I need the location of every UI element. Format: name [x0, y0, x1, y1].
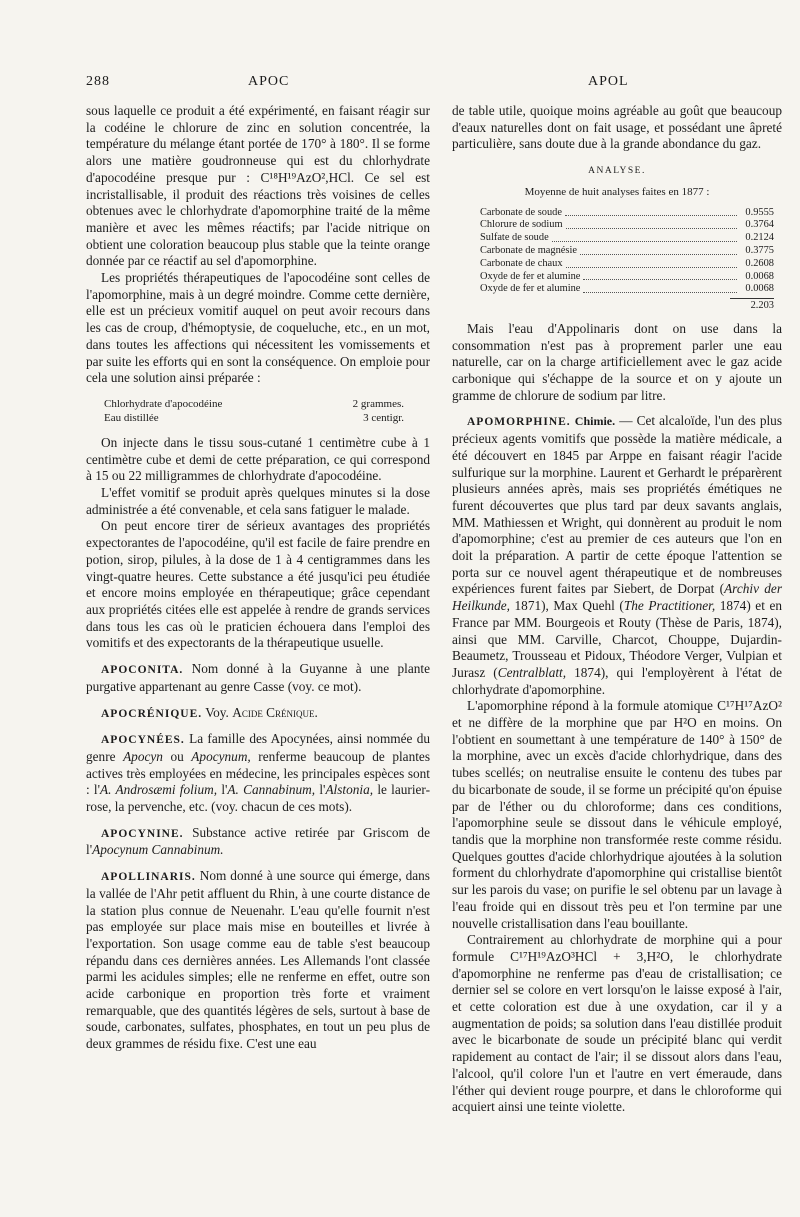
entry-text: l' [221, 782, 228, 798]
analysis-component: Sulfate de soude [480, 232, 549, 244]
analysis-value: 0.3764 [745, 219, 774, 231]
entry-text: 1871), Max Quehl ( [514, 598, 624, 614]
entry-text: Substance active retirée par Griscom de l' [86, 824, 430, 858]
entry-text: renferme beaucoup de plantes actives très employées en médecine, les principales espèces sont : l' [86, 748, 430, 798]
entry-apoconita [86, 661, 430, 695]
entry-text: le laurier-rose, la pervenche, etc. (voy. chacun de ces mots). [86, 782, 431, 815]
analysis-component: Carbonate de chaux [480, 257, 563, 269]
paragraph-apollinaris-consumption: Mais l'eau d'Appolinaris dont on use dans la consommation n'est pas à proprement parler une eau naturelle, car on la charge artificiellement avec le gaz acide carbonique qui s'échappe de la source et on y ajoute un gramme de chlorure de sodium par litre. [452, 320, 782, 403]
entry-apocrenique [86, 705, 430, 723]
section-label: Chimie. [574, 414, 616, 429]
analysis-row [480, 245, 774, 258]
paragraph-expectorant: On peut encore tirer de sérieux avantages des propriétés expectorantes de l'apocodéine, qu'il est facile de faire prendre en potion, sirop, pilules, à la dose de 1 à 4 centigrammes dans les vingt-quatre heures. Cette substance a été jusqu'ici peu étudiée et encore moins employée en thérapeutique; grâce cependant aux propriétés citées elle est appelée à rendre de grands services dans tous les cas où le praticien échouera dans l'emploi des vomitifs et des expectorants de la thérapeutique usuelle. [86, 518, 430, 651]
italic-term: Alstonia, [325, 782, 374, 798]
entry-text: — Cet alcaloïde, l'un des plus précieux agents vomitifs que possède la matière médicale, a été découvert en 1845 par Arppe en faisant réagir l'acide sulfurique sur la morphine. Laurent et Gerhardt le préparèrent plusieurs années après, mais ses propriétés émétiques ne furent découvertes que plus tard par deux savants anglais, MM. Mathiessen et Wright, qui donnèrent au produit le nom d'apomorphine; c'est au premier de ces auteurs que l'on en doit la préparation. A partir de cette époque l'attention se porta sur ce nouvel agent thérapeutique et de nombreuses expériences furent faites par Siebert, de Dorpat ( [452, 413, 782, 597]
entry-apomorphine [452, 413, 782, 698]
leader-dots [583, 271, 737, 281]
paragraph-apocodeine-preparation: sous laquelle ce produit a été expérimenté, en faisant réagir sur la codéine le chlorure de zinc en solution concentrée, la température du mélange étant portée de 170° à 180°. Il se forme alors une matière goudronneuse qui est du chlorhydrate d'apocodéine presque pur : C¹⁸H¹⁹AzO²,HCl. Ce sel est incristallisable, il produit des réactions très voisines de celles obtenues avec le chlorhydrate d'apomorphine traité de la même manière et avec les mêmes réactifs; par l'acide nitrique on obtient une coloration beaucoup plus stable que la teinte orange donnée par ce réactif au sel d'apomorphine. [86, 103, 430, 269]
entry-text: 1874) et en France par MM. Bourgeois et Routy (Thèse de Paris, 1874), ainsi que MM. Carville, Charcot, Chouppe, Dujardin-Beaumetz, Trousseau et Pidoux, Théodore Verger, Vulpian et Jurasz ( [452, 598, 783, 680]
analysis-title: ANALYSE. [588, 166, 646, 177]
recipe-quantity: 3 centigr. [363, 411, 404, 424]
recipe-table [104, 397, 404, 425]
leader-dots [552, 232, 737, 242]
analysis-value: 0.9555 [745, 206, 774, 218]
leader-dots [565, 207, 737, 217]
headword: APOCYNINE. [101, 827, 184, 840]
analysis-row [480, 232, 774, 245]
paragraph-apomorphine-formula: L'apomorphine répond à la formule atomique C¹⁷H¹⁷AzO² et ne diffère de la morphine que par H²O en moins. On l'obtient en soumettant à une température de 140° à 150° de la morphine, avec un excès d'acide chlorhydrique, dans des tubes scellés; on neutralise ensuite le contenu des tubes par du bicarbonate de soude, il se forme un précipité qu'on épuise par de l'éther ou du chloroforme; dans ces conditions, l'apomorphine seule se dissout dans le véhicule employé, tandis que la morphine non transformée reste comme résidu. Quelques gouttes d'acide chlorhydrique ajoutées à la solution forment du chlorhydrate d'apomorphine qui cristallise bientôt sur les parois du vase; on purifie le sel obtenu par un lavage à l'eau froide qui en dissout très peu et l'on termine par une nouvelle cristallisation dans l'eau bouillante. [452, 698, 782, 931]
analysis-row [480, 258, 774, 271]
analysis-row [480, 219, 774, 232]
paragraph-apollinaris-cont: de table utile, quoique moins agréable au goût que beaucoup d'eaux naturelles dont on fait usage, et possédant une âpreté particulière, sans doute due à la grande abondance du gaz. [452, 103, 782, 152]
entry-text: Nom donné à la Guyanne à une plante purgative appartenant au genre Casse (voy. ce mot). [86, 661, 430, 694]
headword: APOCRÉNIQUE. [101, 707, 203, 720]
headword: APOCYNÉES. [101, 734, 185, 747]
paragraph-injection: On injecte dans le tissu sous-cutané 1 centimètre cube à 1 centimètre cube et demi de cette préparation, ce qui correspond à 15 ou 22 milligrammes de chlorhydrate d'apocodéine. [86, 434, 430, 484]
analysis-table [480, 207, 774, 313]
paragraph-apocodeine-therapeutic: Les propriétés thérapeutiques de l'apocodéine sont celles de l'apomorphine, mais à un degré moindre. Comme cette dernière, elle est un précieux vomitif auquel on peut avoir recours dans les cas de croup, d'hémoptysie, de coqueluche, etc., en un mot, dans toutes les affections qui nécessitent les vomissements et par suite les efforts qui en sont la conséquence. On emploie pour cela une solution ainsi préparée : [86, 270, 430, 386]
entry-apocynees [86, 731, 430, 816]
italic-term: Centralblatt, [497, 664, 567, 680]
entry-text: ou [170, 748, 184, 764]
recipe-row [104, 411, 404, 425]
entry-text: l' [319, 782, 326, 798]
entry-text: 1874), qui l'employèrent à l'état de chlorhydrate d'apomorphine. [452, 664, 783, 697]
analysis-component: Chlorure de sodium [480, 219, 563, 231]
leader-dots [580, 245, 737, 255]
italic-term: The Practitioner, [623, 598, 716, 614]
recipe-quantity: 2 grammes. [352, 397, 404, 410]
analysis-value: 0.3775 [745, 244, 774, 256]
italic-term: Apocynum Cannabinum. [92, 842, 224, 858]
analysis-row [480, 207, 774, 220]
recipe-row [104, 397, 404, 411]
running-header [0, 74, 800, 94]
entry-text: Voy. [205, 704, 229, 720]
analysis-component: Carbonate de soude [480, 206, 562, 218]
left-running-head: APOC [248, 74, 290, 89]
analysis-value: 0.2608 [745, 257, 774, 269]
paragraph-vomitive-effect: L'effet vomitif se produit après quelques minutes si la dose administrée a été convenable, et cela sans fatiguer le malade. [86, 485, 430, 517]
analysis-total: 2.203 [730, 298, 774, 313]
analysis-value: 0.2124 [745, 232, 774, 244]
cross-reference: Acide Crénique. [232, 704, 318, 720]
paragraph-apomorphine-properties: Contrairement au chlorhydrate de morphine qui a pour formule C¹⁷H¹⁹AzO³HCl + 3,H²O, le chlorhydrate d'apomorphine ne renferme pas d'eau de cristallisation; ce dernier sel se colore en vert lorsqu'on le laisse exposé à l'air, et cette coloration est due à une oxydation, car il y a augmentation de poids; sa solution dans l'eau distillée produit avec le bicarbonate de soude un précipité blanc qui verdit rapidement au contact de l'air; il se dissout alors dans l'eau, l'alcool, qu'il colore l'un et l'autre en vert émeraude, dans l'éther qui devient rouge pourpre, et dans le chloroforme qui acquiert ainsi une teinte violette. [452, 932, 782, 1115]
analysis-component: Oxyde de fer et alumine [480, 270, 581, 282]
right-column [452, 103, 782, 1116]
entry-apollinaris [86, 868, 430, 1053]
entry-text: Nom donné à une source qui émerge, dans la vallée de l'Ahr petit affluent du Rhin, à une courte distance de la station plus connue de Neuenahr. L'eau qu'elle fournit n'est pas employée sur place mais mise en bouteilles et livrée à l'exportation. Son usage comme eau de table s'est beaucoup répandu dans ces dernières années. Les Allemands l'ont classée parmi les acidules simples; elle ne renferme en effet, outre son acide carbonique en proportion très forte et vraiment remarquable, que des quantités légères de sels, surtout à base de soude, carbonates, sulfates, phosphates, en tout un peu plus de deux grammes de résidu fixe. C'est une eau [86, 868, 430, 1052]
analysis-value: 0.0068 [745, 283, 774, 295]
recipe-ingredient: Eau distillée [104, 411, 159, 424]
page-number: 288 [86, 74, 110, 89]
analysis-subtitle: Moyenne de huit analyses faites en 1877 : [524, 185, 710, 198]
italic-term: Apocynum, [191, 748, 251, 764]
headword: APOLLINARIS. [101, 871, 196, 884]
analysis-value: 0.0068 [745, 270, 774, 282]
left-column [86, 103, 430, 1053]
leader-dots [566, 219, 737, 229]
leader-dots [583, 283, 737, 293]
italic-term: A. Cannabinum, [227, 782, 316, 798]
analysis-component: Carbonate de magnésie [480, 244, 577, 256]
analysis-component: Oxyde de fer et alumine [480, 283, 581, 295]
analysis-row [480, 283, 774, 296]
entry-text: La famille des Apocynées, ainsi nommée du genre [86, 731, 431, 764]
leader-dots [566, 258, 737, 268]
right-running-head: APOL [588, 74, 629, 89]
headword: APOCONITA. [101, 664, 184, 677]
recipe-ingredient: Chlorhydrate d'apocodéine [104, 397, 223, 410]
headword: APOMORPHINE. [467, 416, 571, 429]
entry-apocynine [86, 825, 430, 859]
analysis-row [480, 271, 774, 284]
italic-term: Apocyn [123, 748, 163, 764]
italic-term: A. Androsæmi folium, [100, 782, 218, 798]
italic-term: Archiv der Heilkunde, [452, 581, 783, 614]
